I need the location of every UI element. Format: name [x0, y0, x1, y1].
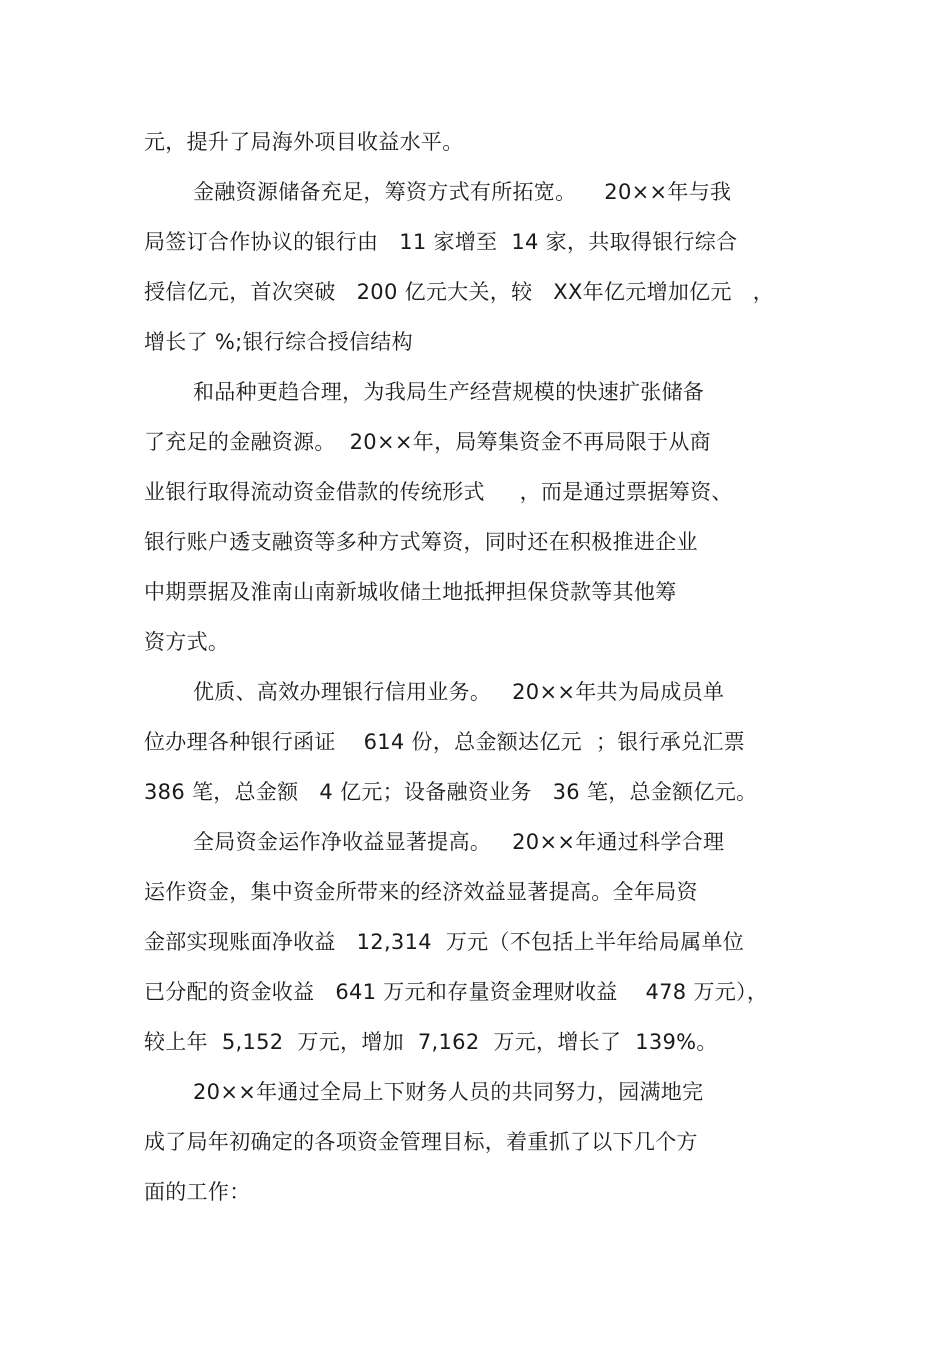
- text-line: 位办理各种银行函证 614 份，总金额达亿元 ；银行承兑汇票: [144, 730, 746, 754]
- text-line: 较上年 5,152 万元，增加 7,162 万元，增长了 139%。: [144, 1030, 718, 1054]
- text-line: 已分配的资金收益 641 万元和存量资金理财收益 478 万元），: [144, 980, 769, 1004]
- text-line: 金部实现账面净收益 12,314 万元（不包括上半年给局属单位: [144, 930, 745, 954]
- text-line: 中期票据及淮南山南新城收储土地抵押担保贷款等其他筹: [144, 580, 677, 604]
- paragraph-first-line: 20××年通过全局上下财务人员的共同努力，园满地完: [193, 1080, 704, 1104]
- text-line: 资方式。: [144, 630, 230, 654]
- paragraph-first-line: 金融资源储备充足，筹资方式有所拓宽。 20××年与我: [193, 180, 732, 204]
- text-line: 局签订合作协议的银行由 11 家增至 14 家，共取得银行综合: [144, 230, 738, 254]
- text-line: 了充足的金融资源。 20××年，局筹集资金不再局限于从商: [144, 430, 711, 454]
- paragraph-first-line: 优质、高效办理银行信用业务。 20××年共为局成员单: [193, 680, 725, 704]
- text-line: 面的工作：: [144, 1180, 251, 1204]
- text-line: 运作资金，集中资金所带来的经济效益显著提高。全年局资: [144, 880, 698, 904]
- text-line: 银行账户透支融资等多种方式筹资，同时还在积极推进企业: [144, 530, 698, 554]
- text-line: 元，提升了局海外项目收益水平。: [144, 130, 464, 154]
- paragraph-first-line: 全局资金运作净收益显著提高。 20××年通过科学合理: [193, 830, 725, 854]
- text-line: 授信亿元，首次突破 200 亿元大关，较 XX年亿元增加亿元 ，: [144, 280, 775, 304]
- text-line: 增长了 %;银行综合授信结构: [144, 330, 413, 354]
- text-line: 成了局年初确定的各项资金管理目标，着重抓了以下几个方: [144, 1130, 698, 1154]
- paragraph-first-line: 和品种更趋合理，为我局生产经营规模的快速扩张储备: [193, 380, 705, 404]
- text-line: 386 笔，总金额 4 亿元；设备融资业务 36 笔，总金额亿元。: [144, 780, 758, 804]
- text-line: 业银行取得流动资金借款的传统形式 ，而是通过票据筹资、: [144, 480, 733, 504]
